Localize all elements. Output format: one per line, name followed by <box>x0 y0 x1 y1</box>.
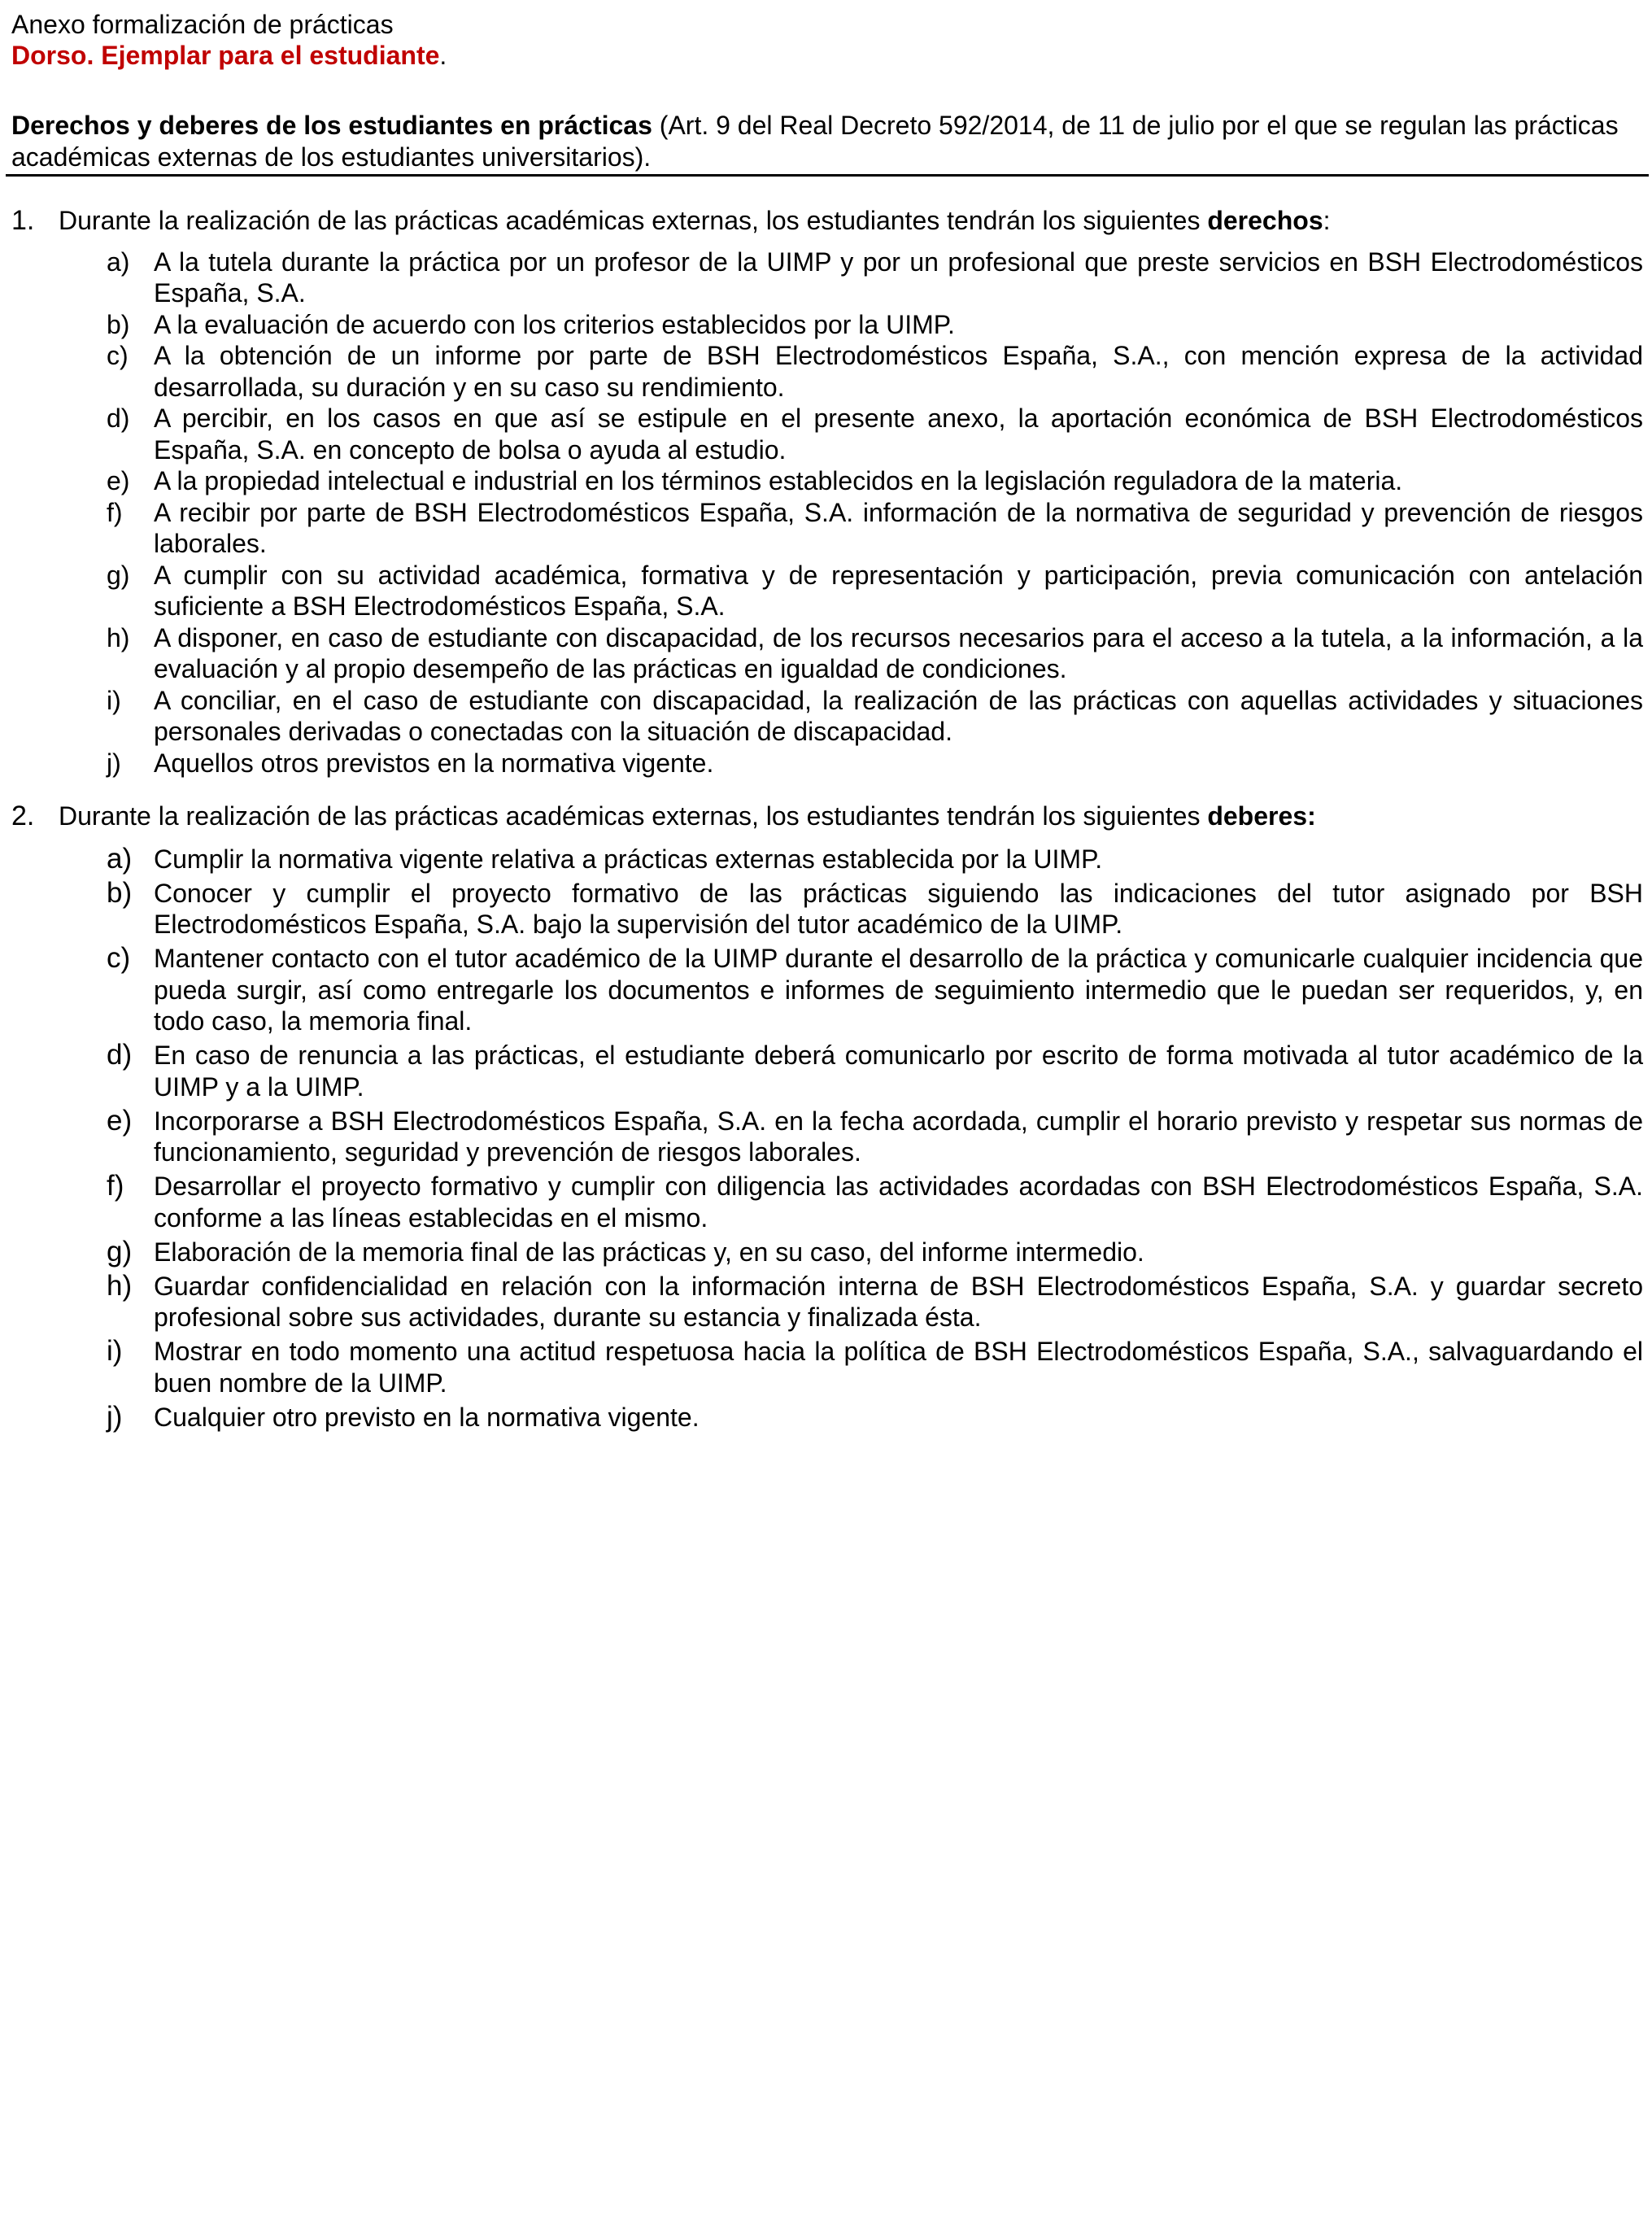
list-item <box>107 309 1643 341</box>
item-label: d) <box>107 1039 133 1071</box>
item-label: j) <box>107 748 121 778</box>
section-number: 2. <box>11 801 35 831</box>
item-text: Conocer y cumplir el proyecto formativo de las prácticas siguiendo las indicaciones del tutor asignado por BSH Electrodomésticos España, S.A. bajo la supervisión del tutor académico de la UIMP. <box>154 878 1643 939</box>
item-label: d) <box>107 404 130 433</box>
item-text: A disponer, en caso de estudiante con discapacidad, de los recursos necesarios para el acceso a la tutela, a la información, a la evaluación y al propio desempeño de las prácticas en igualdad de condiciones. <box>154 622 1643 683</box>
list-item <box>107 878 1643 940</box>
item-text: A la propiedad intelectual e industrial en los términos establecidos en la legislación reguladora de la materia. <box>154 466 1403 495</box>
list-item <box>107 403 1643 465</box>
item-text: Cumplir la normativa vigente relativa a prácticas externas establecida por la UIMP. <box>154 844 1103 874</box>
list-item <box>107 685 1643 748</box>
item-label: c) <box>107 942 131 974</box>
list-item <box>107 622 1643 685</box>
item-label: g) <box>107 560 130 590</box>
list-item <box>107 560 1643 622</box>
subtitle-period: . <box>439 41 447 70</box>
list-item <box>107 497 1643 560</box>
item-label: a) <box>107 247 130 277</box>
item-text: A la evaluación de acuerdo con los criterios establecidos por la UIMP. <box>154 309 955 339</box>
item-label: h) <box>107 622 130 652</box>
lead-text: Durante la realización de las prácticas académicas externas, los estudiantes tendrán los siguientes <box>59 801 1208 831</box>
item-text: En caso de renuncia a las prácticas, el estudiante deberá comunicarlo por escrito de forma motivada al tutor académico de la UIMP y a la UIMP. <box>154 1041 1643 1102</box>
item-label: e) <box>107 466 130 495</box>
list-item <box>107 1237 1643 1268</box>
list-item <box>107 1271 1643 1333</box>
item-text: A la tutela durante la práctica por un profesor de la UIMP y por un profesional que preste servicios en BSH Electrodomésticos España, S.A. <box>154 247 1643 308</box>
list-item <box>107 844 1643 875</box>
list-item <box>107 748 1643 779</box>
document-title: Anexo formalización de prácticas <box>11 10 394 39</box>
lead-text: Durante la realización de las prácticas académicas externas, los estudiantes tendrán los siguientes <box>59 206 1208 235</box>
duties-section <box>11 801 1643 1433</box>
subtitle-red: Dorso. Ejemplar para el estudiante <box>11 41 440 70</box>
item-label: j) <box>107 1400 123 1433</box>
document-subtitle <box>11 40 447 72</box>
item-label: g) <box>107 1235 133 1268</box>
section-lead-text <box>59 205 1331 237</box>
list-item <box>107 1040 1643 1102</box>
list-item <box>107 943 1643 1037</box>
item-text: Mantener contacto con el tutor académico de la UIMP durante el desarrollo de la práctica y comunicarle cualquier incidencia que pueda surgir, así como entregarle los documentos e informes de seguimiento intermedio que le puedan ser requeridos, y, en todo caso, la memoria final. <box>154 944 1643 1036</box>
heading-rest: (Art. 9 del Real Decreto 592/2014, de 11 de julio por el que se regulan las prácticas académicas externas de los estudiantes universitarios). <box>11 111 1619 172</box>
list-item <box>107 1106 1643 1168</box>
item-label: i) <box>107 685 121 715</box>
item-text: Mostrar en todo momento una actitud respetuosa hacia la política de BSH Electrodomésticos España, S.A., salvaguardando el buen nombre de la UIMP. <box>154 1337 1643 1398</box>
item-label: i) <box>107 1335 123 1367</box>
rights-section <box>11 205 1643 779</box>
item-text: A recibir por parte de BSH Electrodomésticos España, S.A. información de la normativa de seguridad y prevención de riesgos laborales. <box>154 497 1643 558</box>
divider <box>6 174 1649 177</box>
lead-tail: : <box>1323 206 1331 235</box>
item-label: f) <box>107 1170 124 1202</box>
list-item <box>107 1171 1643 1233</box>
item-text: A conciliar, en el caso de estudiante con discapacidad, la realización de las prácticas con aquellas actividades y situaciones personales derivadas o conectadas con la situación de discapacidad. <box>154 685 1643 746</box>
heading-bold: Derechos y deberes de los estudiantes en prácticas <box>11 111 652 140</box>
list-item <box>107 1402 1643 1433</box>
lead-bold: derechos <box>1207 206 1323 235</box>
item-text: A la obtención de un informe por parte de BSH Electrodomésticos España, S.A., con mención expresa de la actividad desarrollada, su duración y en su caso su rendimiento. <box>154 341 1643 402</box>
rights-list <box>11 247 1643 779</box>
item-label: f) <box>107 497 123 527</box>
item-label: h) <box>107 1269 133 1302</box>
section-lead <box>11 801 1643 832</box>
item-label: e) <box>107 1104 133 1137</box>
list-item <box>107 247 1643 309</box>
section-lead-text <box>59 801 1316 832</box>
item-text: Elaboración de la memoria final de las prácticas y, en su caso, del informe intermedio. <box>154 1237 1144 1267</box>
duties-list <box>11 844 1643 1433</box>
item-text: A cumplir con su actividad académica, formativa y de representación y participación, previa comunicación con antelación suficiente a BSH Electrodomésticos España, S.A. <box>154 560 1643 621</box>
section-heading <box>11 110 1638 172</box>
list-item <box>107 465 1643 497</box>
item-label: b) <box>107 309 130 339</box>
item-label: a) <box>107 842 133 875</box>
section-lead <box>11 205 1643 237</box>
item-text: Desarrollar el proyecto formativo y cumplir con diligencia las actividades acordadas con BSH Electrodomésticos España, S.A. conforme a las líneas establecidas en el mismo. <box>154 1172 1643 1233</box>
item-label: c) <box>107 341 129 370</box>
item-text: A percibir, en los casos en que así se estipule en el presente anexo, la aportación económica de BSH Electrodomésticos España, S.A. en concepto de bolsa o ayuda al estudio. <box>154 404 1643 465</box>
item-text: Aquellos otros previstos en la normativa vigente. <box>154 748 714 778</box>
list-item <box>107 340 1643 403</box>
section-number: 1. <box>11 205 35 236</box>
item-text: Guardar confidencialidad en relación con la información interna de BSH Electrodomésticos España, S.A. y guardar secreto profesional sobre sus actividades, durante su estancia y finalizada ésta. <box>154 1271 1643 1332</box>
list-item <box>107 1336 1643 1398</box>
item-label: b) <box>107 876 133 909</box>
item-text: Cualquier otro previsto en la normativa vigente. <box>154 1402 700 1432</box>
item-text: Incorporarse a BSH Electrodomésticos España, S.A. en la fecha acordada, cumplir el horario previsto y respetar sus normas de funcionamiento, seguridad y prevención de riesgos laborales. <box>154 1106 1643 1167</box>
lead-bold: deberes: <box>1207 801 1316 831</box>
